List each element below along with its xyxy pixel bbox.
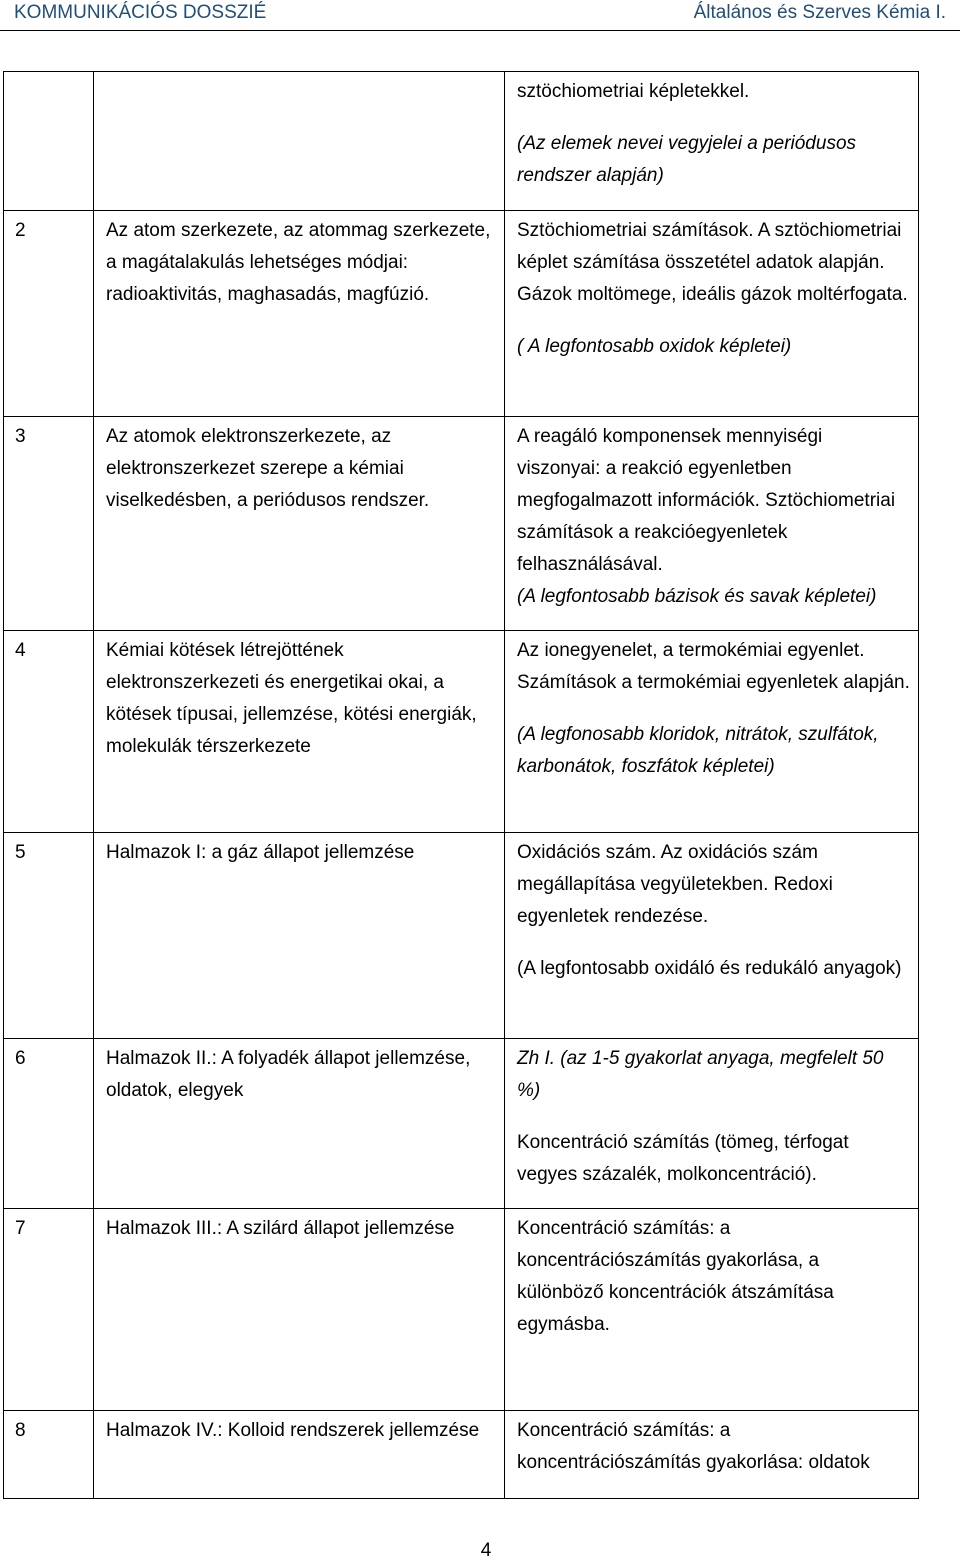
table-row <box>4 211 919 417</box>
lecture-topic-cell <box>94 211 505 417</box>
table-row <box>4 1209 919 1411</box>
lecture-topic-text: Halmazok III.: A szilárd állapot jellemzése <box>106 1218 455 1239</box>
practice-topic-text: (A legfontosabb oxidáló és redukáló anyagok) <box>517 958 902 979</box>
week-number-cell <box>4 72 94 211</box>
week-number: 8 <box>15 1420 26 1441</box>
week-number-cell <box>4 1411 94 1499</box>
week-number: 5 <box>15 842 26 863</box>
week-number: 6 <box>15 1048 26 1069</box>
lecture-topic-cell <box>94 417 505 631</box>
practice-topic-text: sztöchiometriai képletekkel. <box>517 81 750 102</box>
week-number-cell <box>4 1039 94 1209</box>
week-number-cell <box>4 1209 94 1411</box>
table-row <box>4 833 919 1039</box>
header-course-title: Általános és Szerves Kémia I. <box>693 2 946 23</box>
week-number-cell <box>4 833 94 1039</box>
table-row <box>4 417 919 631</box>
table-row <box>4 1039 919 1209</box>
header-document-title: KOMMUNIKÁCIÓS DOSSZIÉ <box>14 2 267 23</box>
lecture-topic-cell <box>94 72 505 211</box>
lecture-topic-text: Halmazok II.: A folyadék állapot jellemzése, oldatok, elegyek <box>106 1048 471 1101</box>
practice-topic-cell <box>505 1039 919 1209</box>
practice-topic-cell <box>505 1411 919 1499</box>
lecture-topic-cell <box>94 1209 505 1411</box>
table-row <box>4 1411 919 1499</box>
week-number-cell <box>4 417 94 631</box>
page-header <box>0 0 960 31</box>
practice-topic-text: Az ionegyenelet, a termokémiai egyenlet. Számítások a termokémiai egyenletek alapján. <box>517 640 910 693</box>
week-number: 7 <box>15 1218 26 1239</box>
practice-topic-text: (A legfonosabb kloridok, nitrátok, szulfátok, karbonátok, foszfátok képletei) <box>517 724 879 777</box>
lecture-topic-text: Halmazok IV.: Kolloid rendszerek jellemzése <box>106 1420 480 1441</box>
page-number: 4 <box>480 1540 492 1561</box>
week-number-cell <box>4 631 94 833</box>
syllabus-table-body <box>4 72 919 1499</box>
practice-topic-cell <box>505 631 919 833</box>
practice-topic-cell <box>505 72 919 211</box>
syllabus-table <box>3 71 919 1499</box>
practice-topic-text: (A legfontosabb bázisok és savak képletei) <box>517 586 877 607</box>
practice-topic-text: ( A legfontosabb oxidok képletei) <box>517 336 792 357</box>
practice-topic-text: A reagáló komponensek mennyiségi viszonyai: a reakció egyenletben megfogalmazott információk. Sztöchiometriai számítások a reakcióegyenletek felhasználásával. <box>517 426 896 575</box>
practice-topic-text: Koncentráció számítás (tömeg, térfogat vegyes százalék, molkoncentráció). <box>517 1132 849 1185</box>
practice-topic-text: (Az elemek nevei vegyjelei a periódusos rendszer alapján) <box>517 133 857 186</box>
practice-topic-text: Sztöchiometriai számítások. A sztöchiometriai képlet számítása összetétel adatok alapján. Gázok moltömege, ideális gázok moltérfogata. <box>517 220 908 305</box>
table-row <box>4 631 919 833</box>
practice-topic-cell <box>505 417 919 631</box>
week-number: 2 <box>15 220 26 241</box>
practice-topic-cell <box>505 211 919 417</box>
week-number: 4 <box>15 640 26 661</box>
practice-topic-cell <box>505 833 919 1039</box>
lecture-topic-text: Halmazok I: a gáz állapot jellemzése <box>106 842 415 863</box>
week-number: 3 <box>15 426 26 447</box>
lecture-topic-cell <box>94 631 505 833</box>
practice-topic-text: Koncentráció számítás: a koncentrációszámítás gyakorlása: oldatok <box>517 1420 870 1473</box>
lecture-topic-cell <box>94 1039 505 1209</box>
week-number-cell <box>4 211 94 417</box>
lecture-topic-cell <box>94 833 505 1039</box>
practice-topic-text: Koncentráció számítás: a koncentrációszámítás gyakorlása, a különböző koncentrációk átszámítása egymásba. <box>517 1218 834 1335</box>
lecture-topic-text: Kémiai kötések létrejöttének elektronszerkezeti és energetikai okai, a kötések típusai, jellemzése, kötési energiák, molekulák térszerkezete <box>106 640 477 757</box>
practice-topic-text: Zh I. (az 1-5 gyakorlat anyaga, megfelelt 50 %) <box>517 1048 884 1101</box>
lecture-topic-text: Az atom szerkezete, az atommag szerkezete, a magátalakulás lehetséges módjai: radioaktivitás, maghasadás, magfúzió. <box>106 220 491 305</box>
practice-topic-text: Oxidációs szám. Az oxidációs szám megállapítása vegyületekben. Redoxi egyenletek rendezése. <box>517 842 833 927</box>
lecture-topic-cell <box>94 1411 505 1499</box>
lecture-topic-text: Az atomok elektronszerkezete, az elektronszerkezet szerepe a kémiai viselkedésben, a periódusos rendszer. <box>106 426 430 511</box>
table-row <box>4 72 919 211</box>
week-number <box>4 72 93 82</box>
practice-topic-cell <box>505 1209 919 1411</box>
